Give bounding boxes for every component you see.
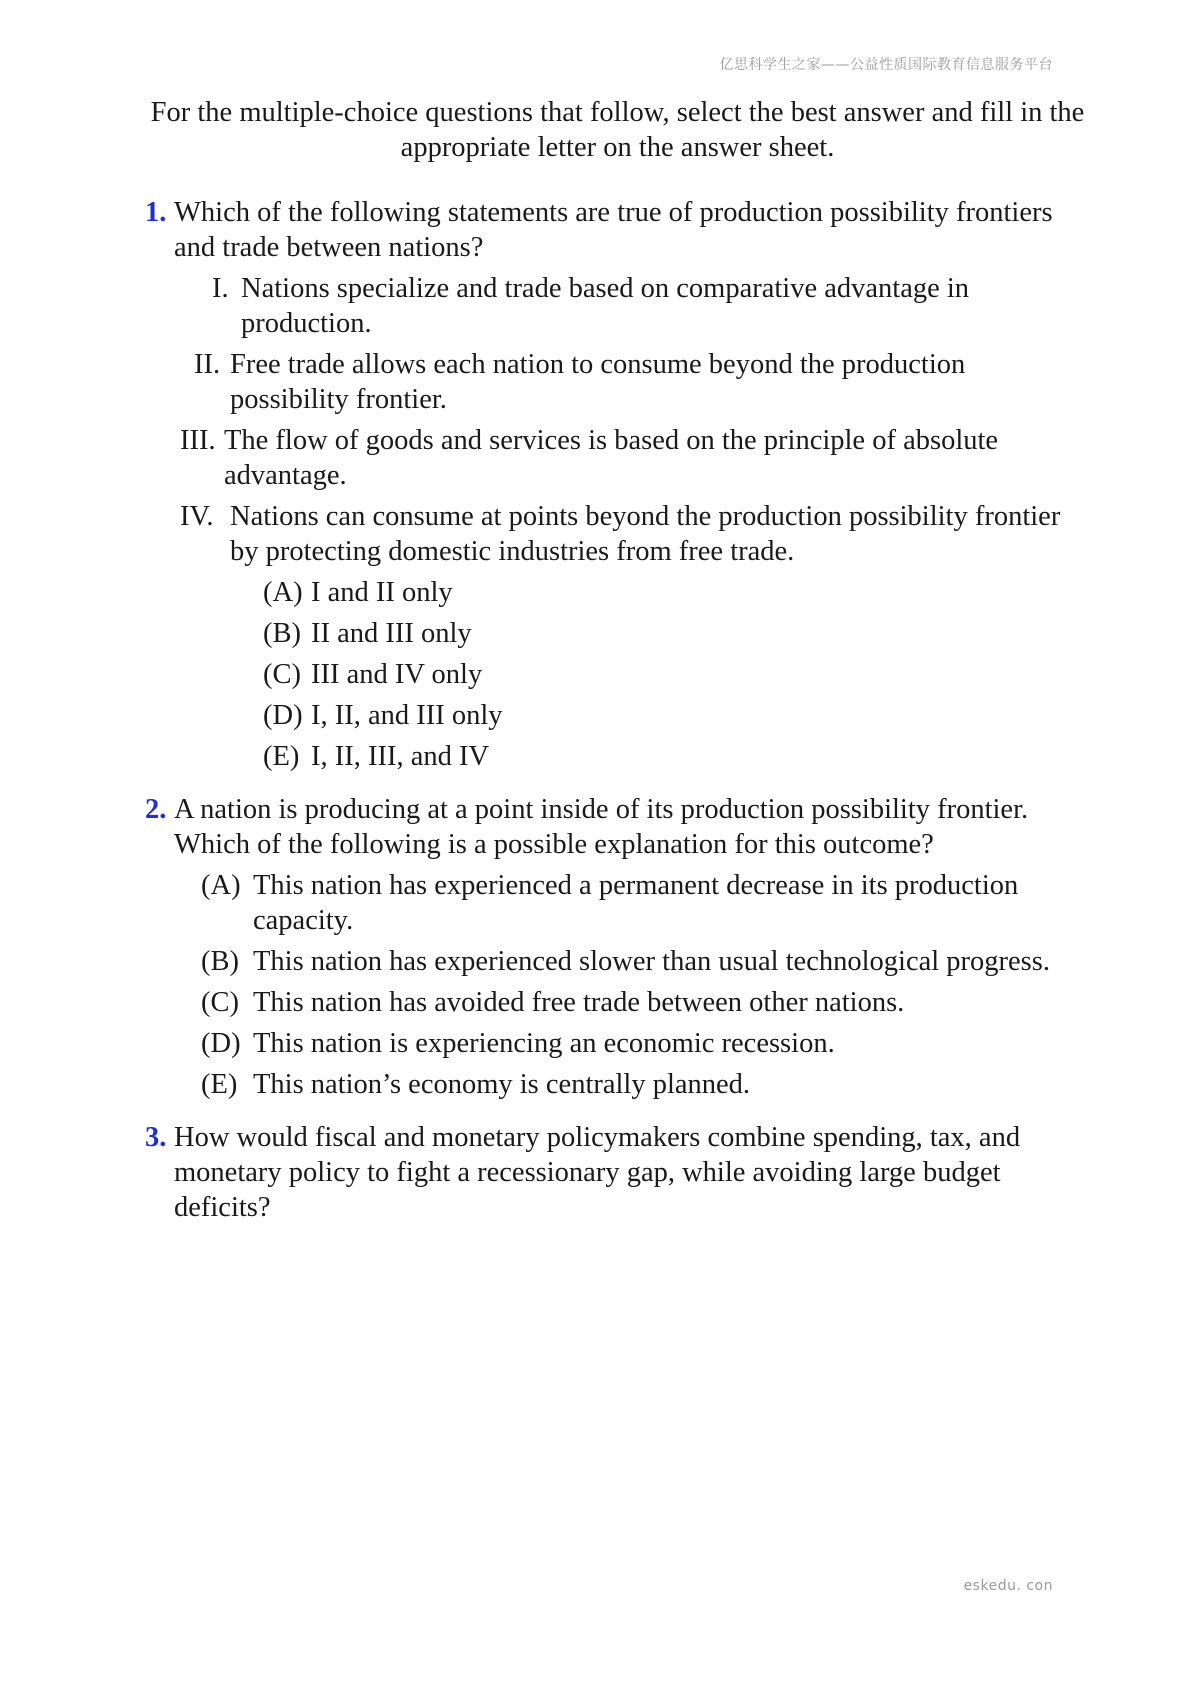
option-letter: (B) xyxy=(263,618,301,649)
statement-text: Free trade allows each nation to consume beyond the production possibility frontier. xyxy=(230,349,966,415)
answer-options xyxy=(174,868,1090,1102)
header-watermark: 亿思科学生之家——公益性质国际教育信息服务平台 xyxy=(719,57,1053,73)
option-text: This nation has experienced slower than usual technological progress. xyxy=(253,946,1050,977)
option-b xyxy=(201,944,1090,979)
option-d xyxy=(263,698,1090,733)
option-text: I, II, and III only xyxy=(311,700,503,731)
statement-iii xyxy=(174,423,1090,493)
option-letter: (D) xyxy=(201,1028,241,1059)
option-d xyxy=(201,1026,1090,1061)
statement-iv xyxy=(174,499,1090,569)
option-text: This nation has experienced a permanent decrease in its production capacity. xyxy=(253,870,1019,936)
answer-options xyxy=(174,575,1090,774)
question-number: 3. xyxy=(145,1122,167,1153)
option-e xyxy=(263,739,1090,774)
option-letter: (C) xyxy=(201,987,239,1018)
option-letter: (A) xyxy=(201,870,241,901)
statement-numeral: III. xyxy=(180,425,216,456)
statement-i xyxy=(174,271,1090,341)
option-letter: (C) xyxy=(263,659,301,690)
statement-ii xyxy=(174,347,1090,417)
option-text: This nation has avoided free trade between other nations. xyxy=(253,987,905,1018)
option-text: This nation’s economy is centrally planned. xyxy=(253,1069,751,1100)
question-text: How would fiscal and monetary policymakers combine spending, tax, and monetary policy to fight a recessionary gap, while avoiding large budget deficits? xyxy=(174,1122,1021,1223)
statement-numeral: IV. xyxy=(180,501,214,532)
question-number: 1. xyxy=(145,197,167,228)
option-a xyxy=(201,868,1090,938)
statement-text: The flow of goods and services is based on the principle of absolute advantage. xyxy=(224,425,999,491)
option-letter: (E) xyxy=(201,1069,238,1100)
option-b xyxy=(263,616,1090,651)
option-letter: (D) xyxy=(263,700,303,731)
option-c xyxy=(201,985,1090,1020)
option-letter: (B) xyxy=(201,946,239,977)
option-letter: (E) xyxy=(263,741,300,772)
question-text: A nation is producing at a point inside of its production possibility frontier. Which of the following is a possible explanation for this outcome? xyxy=(174,794,1029,860)
statement-text: Nations can consume at points beyond the production possibility frontier by protecting domestic industries from free trade. xyxy=(230,501,1061,567)
statement-numeral: I. xyxy=(212,273,229,304)
instructions-text: For the multiple-choice questions that follow, select the best answer and fill in the appropriate letter on the answer sheet. xyxy=(150,97,1085,163)
option-c xyxy=(263,657,1090,692)
option-text: II and III only xyxy=(311,618,472,649)
option-text: III and IV only xyxy=(311,659,483,690)
question-number: 2. xyxy=(145,794,167,825)
question-text: Which of the following statements are true of production possibility frontiers and trade between nations? xyxy=(174,197,1053,263)
statement-text: Nations specialize and trade based on comparative advantage in production. xyxy=(241,273,970,339)
question-1 xyxy=(145,195,1090,774)
statement-numeral: II. xyxy=(194,349,221,380)
option-e xyxy=(201,1067,1090,1102)
worksheet-content xyxy=(145,95,1090,1243)
footer-watermark: eskedu. con xyxy=(963,1578,1053,1594)
option-text: I and II only xyxy=(311,577,453,608)
option-a xyxy=(263,575,1090,610)
option-text: This nation is experiencing an economic recession. xyxy=(253,1028,835,1059)
option-letter: (A) xyxy=(263,577,303,608)
question-3 xyxy=(145,1120,1090,1225)
option-text: I, II, III, and IV xyxy=(311,741,490,772)
question-2 xyxy=(145,792,1090,1102)
